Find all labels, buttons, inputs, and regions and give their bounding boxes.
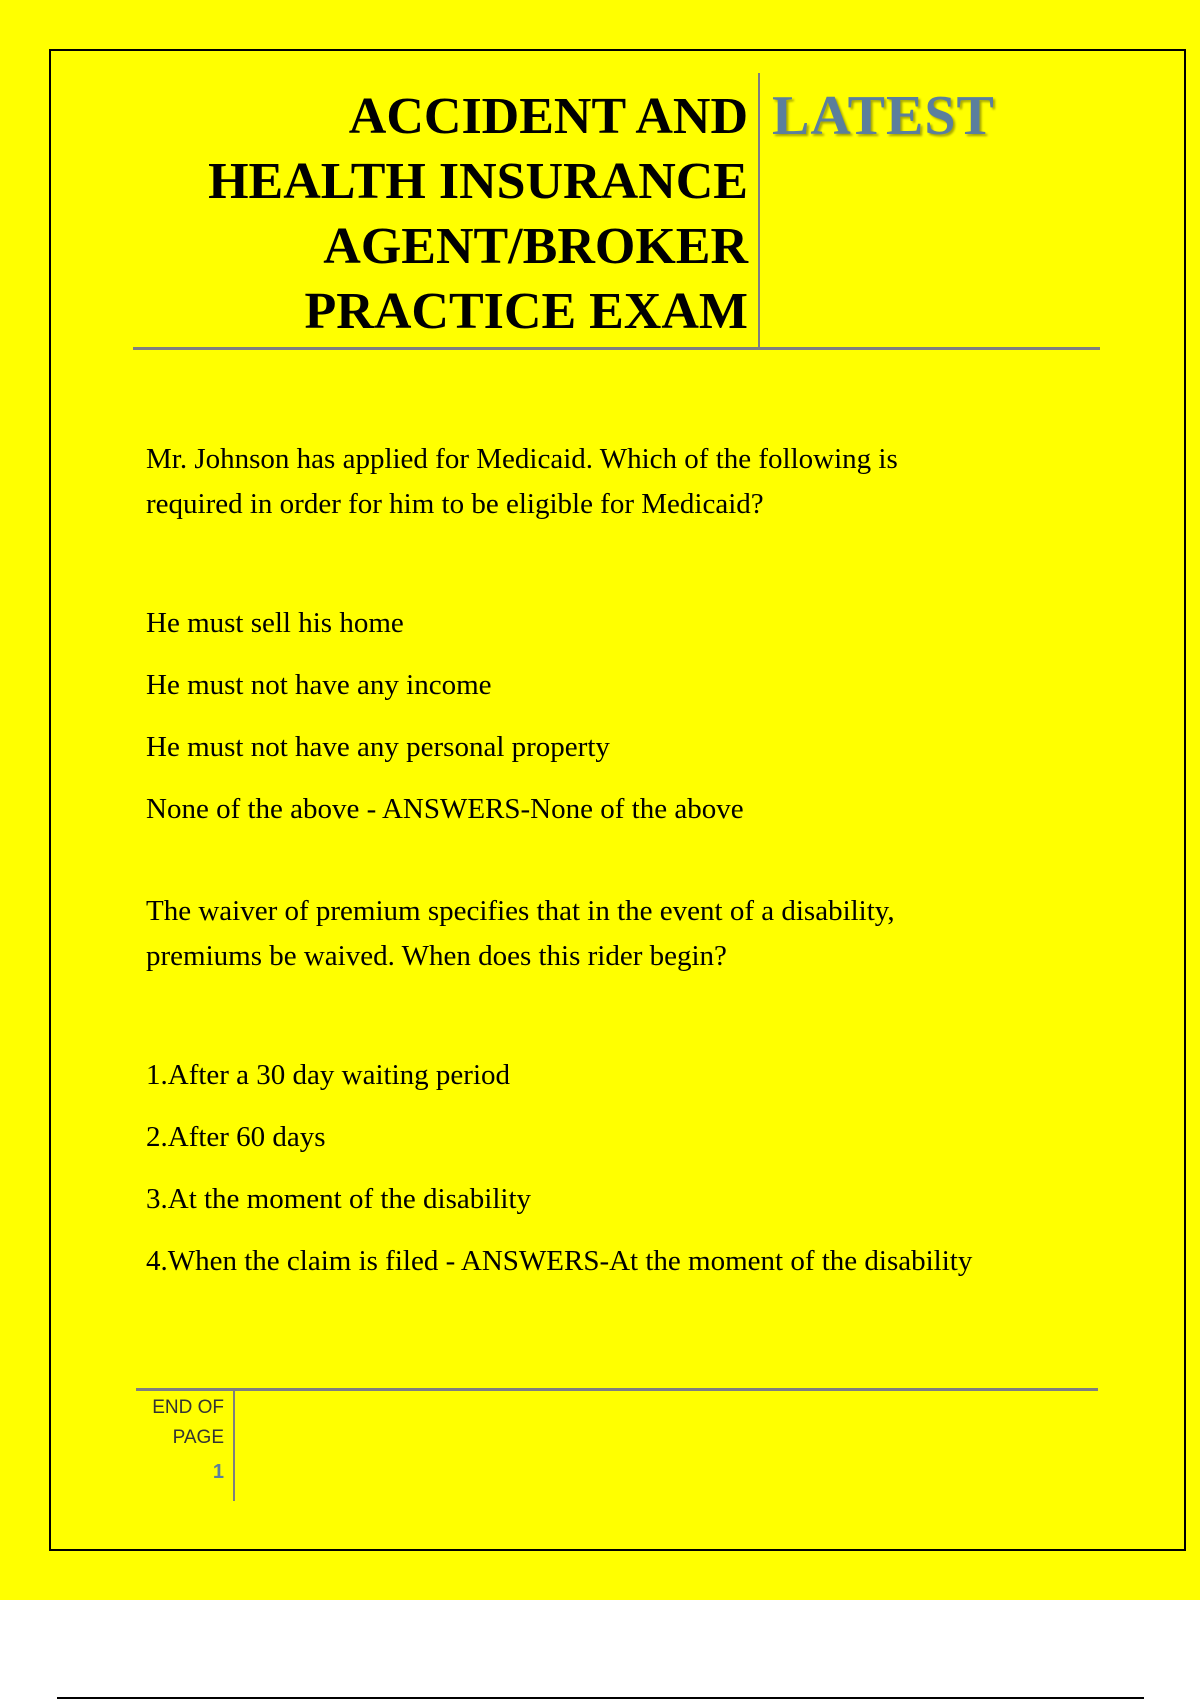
- page-number: 1: [212, 1461, 224, 1483]
- question-line: premiums be waived. When does this rider begin?: [146, 940, 727, 972]
- exam-content: [146, 437, 1106, 1305]
- question-prompt: [146, 889, 1106, 979]
- answer-option: He must not have any income: [146, 669, 492, 701]
- answer-option: 4.When the claim is filed - ANSWERS-At the moment of the disability: [146, 1245, 973, 1277]
- title-line: HEALTH INSURANCE: [208, 153, 748, 210]
- question-block: [146, 437, 1106, 827]
- answer-option: He must sell his home: [146, 607, 404, 639]
- question-block: [146, 889, 1106, 1279]
- answer-option: He must not have any personal property: [146, 731, 610, 763]
- page-separator: [57, 1697, 1144, 1699]
- title-line: ACCIDENT AND: [348, 88, 748, 145]
- document-title: [120, 84, 748, 344]
- question-prompt: [146, 437, 1106, 527]
- title-line: PRACTICE EXAM: [304, 283, 748, 340]
- title-divider: [758, 73, 760, 348]
- answer-option: 1.After a 30 day waiting period: [146, 1059, 511, 1091]
- header-rule: [133, 347, 1100, 350]
- footer-label: END OF: [152, 1397, 224, 1418]
- answer-options: [146, 605, 1106, 827]
- latest-badge: LATEST: [772, 85, 995, 147]
- footer-rule: [136, 1388, 1098, 1391]
- question-line: The waiver of premium specifies that in the event of a disability,: [146, 895, 895, 927]
- answer-options: [146, 1057, 1106, 1279]
- question-line: required in order for him to be eligible for Medicaid?: [146, 488, 764, 520]
- title-line: AGENT/BROKER: [323, 218, 748, 275]
- answer-option: 2.After 60 days: [146, 1121, 326, 1153]
- page-footer: [130, 1393, 224, 1487]
- answer-option: 3.At the moment of the disability: [146, 1183, 532, 1215]
- footer-label: PAGE: [172, 1427, 224, 1448]
- answer-option: None of the above - ANSWERS-None of the above: [146, 793, 744, 825]
- question-line: Mr. Johnson has applied for Medicaid. Which of the following is: [146, 443, 898, 475]
- footer-divider: [233, 1391, 235, 1501]
